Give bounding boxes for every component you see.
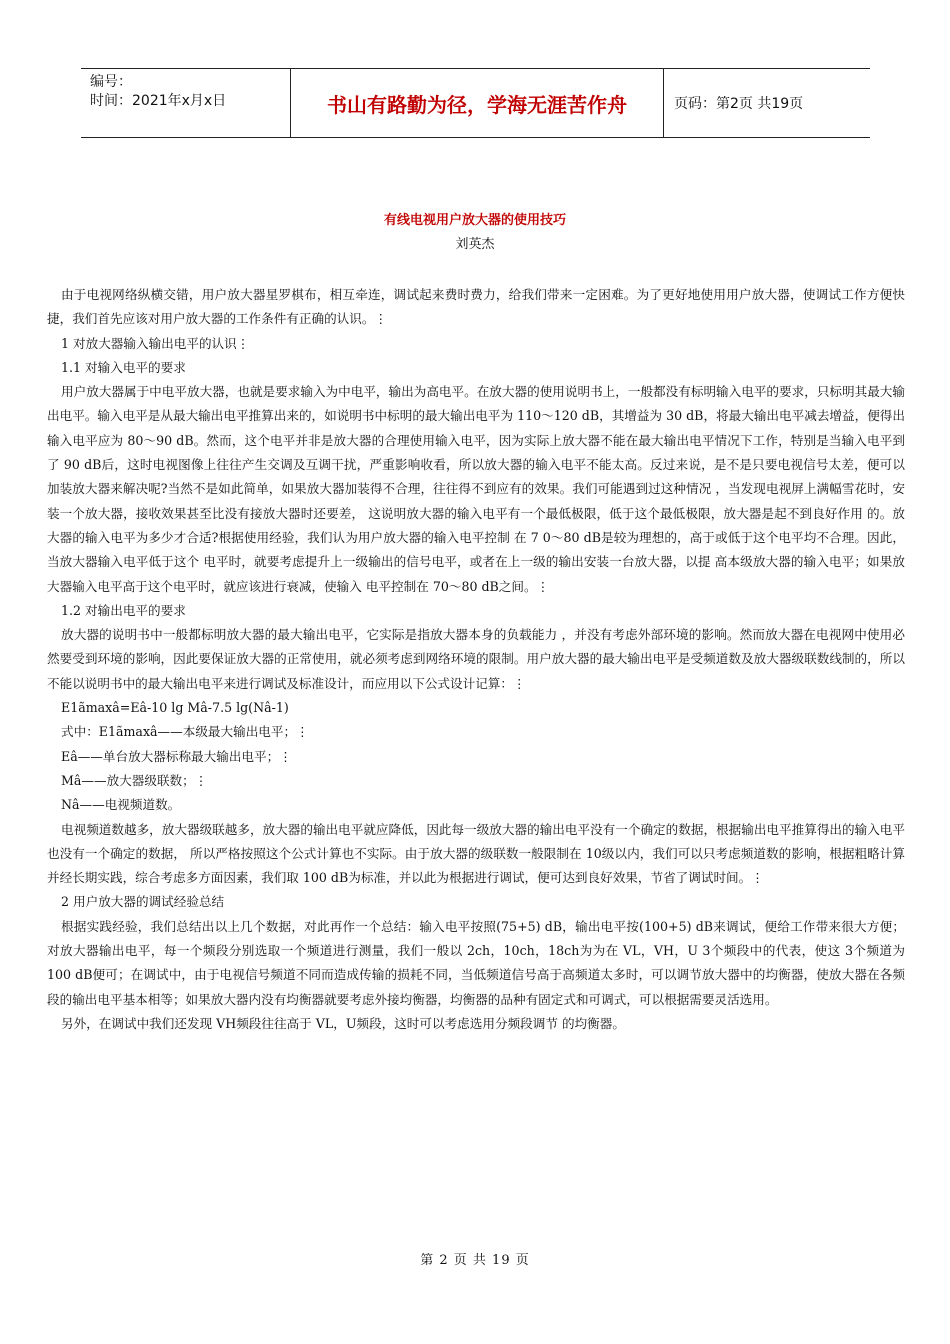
document-author: 刘英杰: [455, 237, 495, 252]
document-body: [47, 283, 905, 1036]
paragraph-input-level: 用户放大器属于中电平放大器，也就是要求输入为中电平，输出为高电平。在放大器的使用说明书上，一般都没有标明输入电平的要求，只标明其最大输出电平。输入电平是从最大输出电平推算出来的，如说明书中标明的最大输出电平为 110～120 dB，其增益为 30 dB，将最大输出电平减去增益，便得出输入电平应为 80～90 dB。然而，这个电平并非是放大器的合理使用输入电平，因为实际上放大器不能在最大输出电平情况下工作，特别是当输入电平到了 90 dB后，这时电视图像上往往产生交调及互调干扰，严重影响收看，所以放大器的输入电平不能太高。反过来说，是不是只要电视信号太差，便可以加装放大器来解决呢?当然不是如此简单，如果放大器加装得不合理，往往得不到应有的效果。我们可能遇到过这种情况 ，当发现电视屏上满幅雪花时，安装一个放大器，接收效果甚至比没有接放大器时还要差， 这说明放大器的输入电平有一个最低极限，低于这个最低极限，放大器是起不到良好作用 的。放大器的输入电平为多少才合适?根据使用经验，我们认为用户放大器的输入电平控制 在 7 0～80 dB是较为理想的，高于或低于这个电平均不合理。因此，当放大器输入电平低于这个 电平时，就要考虑提升上一级输出的信号电平，或者在上一级的输出安装一台放大器，以提 高本级放大器的输入电平；如果放大器输入电平高于这个电平时，就应该进行衰减，使输入 电平控制在 70～80 dB之间。⋮: [47, 384, 905, 594]
header-page-cell: [664, 69, 870, 137]
paragraph-output-level: 放大器的说明书中一般都标明放大器的最大输出电平，它实际是指放大器本身的负载能力 ，并没有考虑外部环境的影响。然而放大器在电视网中使用必然要受到环境的影响，因此要保证放大器的正常使用，就必须考虑到网络环境的限制。用户放大器的最大输出电平是受频道数及放大器级联数线制的，所以不能以说明书中的最大输出电平来进行调试及标准设计，而应用以下公式设计记算：⋮: [47, 627, 905, 691]
paragraph-channel-count: 电视频道数越多，放大器级联越多，放大器的输出电平就应降低，因此每一级放大器的输出电平没有一个确定的数据，根据输出电平推算得出的输入电平也没有一个确定的数据， 所以严格按照这个公式计算也不实际。由于放大器的级联数一般限制在 10级以内，我们可以只考虑频道数的影响，根据粗略计算并经长期实践，综合考虑多方面因素，我们取 100 dB为标准，并以此为根据进行调试，便可达到良好效果，节省了调试时间。⋮: [47, 821, 905, 886]
section-heading-1-2: 1.2 对输出电平的要求: [61, 602, 186, 618]
paragraph-intro: 由于电视网络纵横交错，用户放大器星罗棋布，相互牵连，调试起来费时费力，给我们带来一定困难。为了更好地使用用户放大器，使调试工作方便快捷，我们首先应该对用户放大器的工作条件有正确的认识。⋮: [47, 287, 905, 327]
page-info: 页码：第2页 共19页: [674, 96, 804, 112]
header-meta-cell: [81, 69, 291, 137]
section-heading-2: 2 用户放大器的调试经验总结: [61, 894, 225, 910]
time-label: 时间：2021年x月x日: [90, 93, 227, 109]
header-table: [81, 68, 870, 138]
formula-def-m: Mâ——放大器级联数；⋮: [61, 772, 208, 788]
formula-def-n: Nâ——电视频道数。: [61, 797, 181, 813]
paragraph-additional: 另外，在调试中我们还发现 VH频段往往高于 VL，U频段，这时可以考虑选用分频段调节 的均衡器。: [61, 1015, 625, 1031]
formula: E1ãmaxâ=Eâ-10 lg Mâ-7.5 lg(Nâ-1): [61, 700, 289, 716]
section-heading-1-1: 1.1 对输入电平的要求: [61, 359, 186, 375]
document-title: 有线电视用户放大器的使用技巧: [383, 213, 566, 228]
formula-def-e: Eâ——单台放大器标称最大输出电平；⋮: [61, 748, 292, 764]
paragraph-summary: 根据实践经验，我们总结出以上几个数据，对此再作一个总结：输入电平按照(75+5) dB，输出电平按(100+5) dB来调试，便给工作带来很大方便； 对放大器输出电平，每一个频段分别选取一个频道进行测量，我们一般以 2ch，10ch，18ch为为在 VL，VH，U 3个频段中的代表，使这 3个频道为 100 dB便可；在调试中，由于电视信号频道不同而造成传输的损耗不同，当低频道信号高于高频道太多时，可以调节放大器中的均衡器，使放大器在各频段的输出电平基本相等；如果放大器内没有均衡器就要考虑外接均衡器，均衡器的品种有固定式和可调式，可以根据需要灵活选用。: [47, 918, 905, 1007]
page-footer: 第 2 页 共 19 页: [420, 1253, 530, 1268]
formula-def-e1: 式中：E1ãmaxâ——本级最大输出电平；⋮: [61, 724, 309, 740]
section-heading-1: 1 对放大器输入输出电平的认识⋮: [61, 335, 250, 351]
header-motto-cell: [291, 69, 664, 137]
motto-text: 书山有路勤为径，学海无涯苦作舟: [327, 92, 627, 117]
code-label: 编号：: [90, 74, 132, 90]
